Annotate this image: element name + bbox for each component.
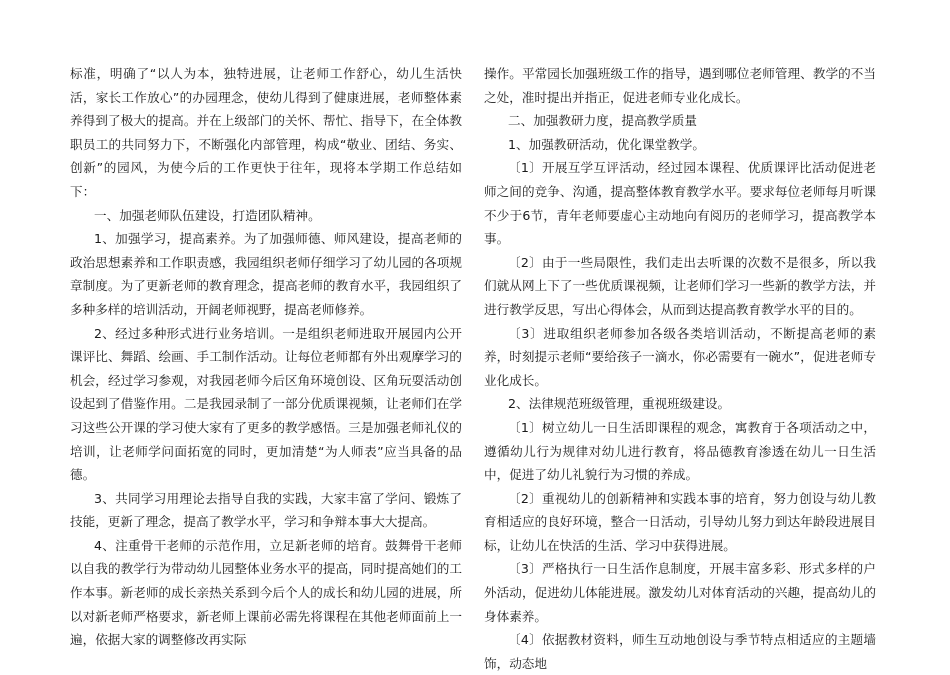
paragraph: 〔3〕进取组织老师参加各级各类培训活动，不断提高老师的素养，时刻提示老师“要给孩子一滴水，你必需要有一碗水”，促进老师专业化成长。	[484, 325, 876, 388]
paragraph: 〔1〕开展互学互评活动，经过园本课程、优质课评比活动促进老师之间的竞争、沟通，提高整体教育教学水平。要求每位老师每月听课不少于6节，青年老师要虚心主动地向有阅历的老师学习，提高教学本事。	[484, 160, 876, 247]
paragraph: 〔4〕依据教材资料，师生互动地创设与季节特点相适应的主题墙饰，动态地	[484, 632, 876, 671]
paragraph: 标准，明确了“以人为本，独特进展，让老师工作舒心，幼儿生活快活，家长工作放心”的办园理念，使幼儿得到了健康进展，老师整体素养得到了极大的提高。并在上级部门的关怀、帮忙、指导下，在全体教职员工的共同努力下，不断强化内部管理，构成“敬业、团结、务实、创新”的园风，为使今后的工作更快于往年，现将本学期工作总结如下：	[70, 66, 462, 199]
section-heading: 二、加强教研力度，提高教学质量	[508, 113, 697, 129]
paragraph: 〔2〕重视幼儿的创新精神和实践本事的培育，努力创设与幼儿教育相适应的良好环境，整合一日活动，引导幼儿努力到达年龄段进展目标，让幼儿在快活的生活、学习中获得进展。	[484, 490, 876, 553]
paragraph: 4、注重骨干老师的示范作用，立足新老师的培育。鼓舞骨干老师以自我的教学行为带动幼儿园整体业务水平的提高，同时提高她们的工作本事。新老师的成长亲热关系到今后个人的成长和幼儿园的进展，所以对新老师严格要求，新老师上课前必需先将课程在其他老师面前上一遍，依据大家的调整修改再实际	[70, 537, 462, 648]
paragraph: 3、共同学习用理论去指导自我的实践，大家丰富了学问、锻炼了技能，更新了理念，提高了教学水平，学习和争辩本事大大提高。	[70, 490, 462, 530]
subsection-heading: 2、法律规范班级管理，重视班级建设。	[508, 396, 731, 412]
paragraph: 2、经过多种形式进行业务培训。一是组织老师进取开展园内公开课评比、舞蹈、绘画、手工制作活动。让每位老师都有外出观摩学习的机会，经过学习参观，对我园老师今后区角环境创设、区角玩耍活动创设起到了借鉴作用。二是我园录制了一部分优质课视频，让老师们在学习这些公开课的学习使大家有了更多的教学感悟。三是加强老师礼仪的培训，让老师学问面拓宽的同时，更加清楚“为人师表”应当具备的品德。	[70, 325, 462, 483]
left-text-column	[70, 62, 462, 652]
subsection-heading: 1、加强教研活动，优化课堂教学。	[508, 136, 705, 152]
section-heading: 一、加强老师队伍建设，打造团队精神。	[94, 207, 321, 223]
right-text-column	[484, 62, 876, 675]
paragraph: 操作。平常园长加强班级工作的指导，遇到哪位老师管理、教学的不当之处，准时提出并指正，促进老师专业化成长。	[484, 66, 876, 105]
paragraph: 〔3〕严格执行一日生活作息制度，开展丰富多彩、形式多样的户外活动，促进幼儿体能进展。激发幼儿对体育活动的兴趣，提高幼儿的身体素养。	[484, 561, 876, 624]
paragraph: 〔1〕树立幼儿一日生活即课程的观念，寓教育于各项活动之中，遵循幼儿行为规律对幼儿进行教育，将品德教育渗透在幼儿一日生活中，促进了幼儿礼貌行为习惯的养成。	[484, 419, 876, 483]
paragraph: 1、加强学习，提高素养。为了加强师德、师风建设，提高老师的政治思想素养和工作职责感，我园组织老师仔细学习了幼儿园的各项规章制度。为了更新老师的教育理念，提高老师的教育水平，我园组织了多种多样的培训活动，开阔老师视野，提高老师修养。	[70, 231, 462, 317]
paragraph: 〔2〕由于一些局限性，我们走出去听课的次数不是很多，所以我们就从网上下了一些优质课视频，让老师们学习一些新的教学方法，并进行教学反思，写出心得体会，从而到达提高教育教学水平的目的。	[484, 254, 876, 317]
